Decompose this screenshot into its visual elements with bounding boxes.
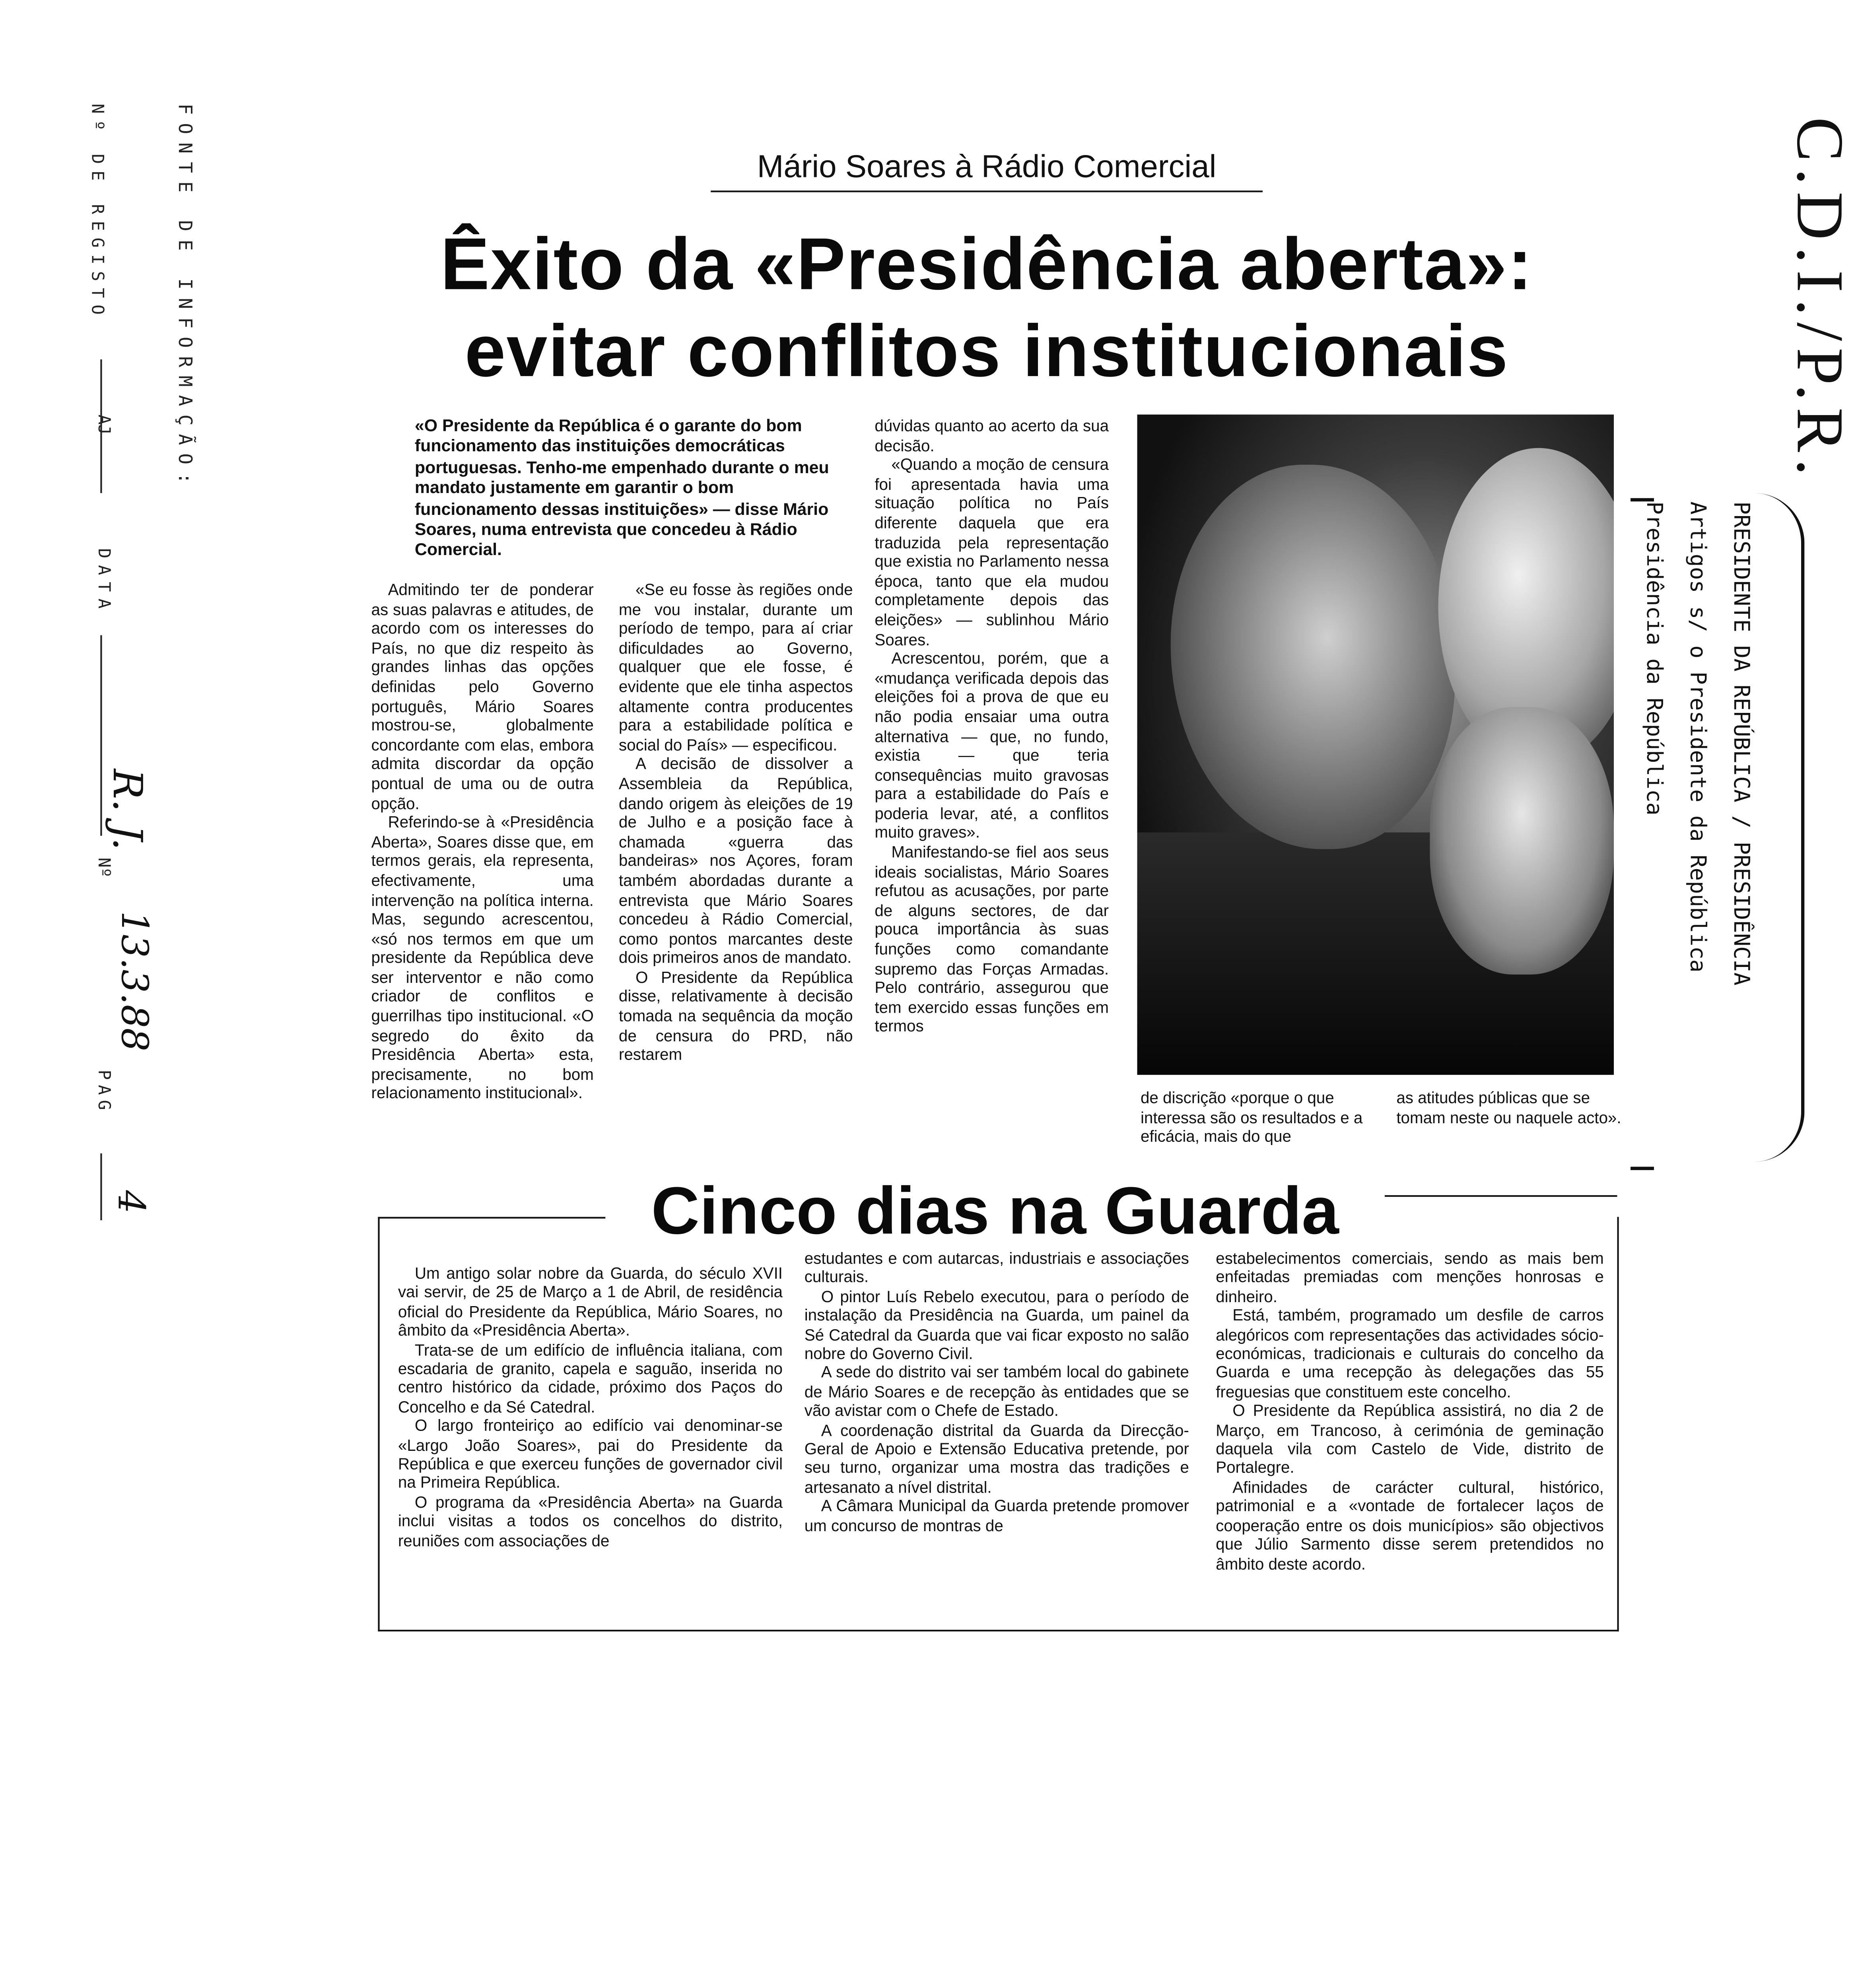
paragraph: Manifestando-se fiel aos seus ideais socialistas, Mário Soares refutou as acusações, por parte de alguns sectores, de dar pouca importância às suas funções como comandante supremo das Forças Armadas. Pelo contrário, assegurou que tem exercido essas funções em termos (875, 844, 1109, 1037)
photo-shape (1171, 465, 1455, 849)
numero-label: Nº (93, 857, 112, 878)
category-brace (1747, 493, 1804, 1162)
category-list (1631, 501, 1761, 985)
paragraph: «Quando a moção de censura foi apresentada havia uma situação política no País diferente daquela que era traduzida pela representação que existia no Parlamento nessa época, tanto que ela mudou completamente depois das eleições» — sublinhou Mário Soares. (875, 456, 1109, 650)
sidebar-column-2 (805, 1250, 1189, 1536)
paragraph: estabelecimentos comerciais, sendo as mais bem enfeitadas premiadas com menções honrosas e dinheiro. (1216, 1250, 1604, 1307)
paragraph: Está, também, programado um desfile de carros alegóricos com representações das actividades sócio-económicas, tradicionais e culturais do concelho da Guarda e uma recepção às delegações das 55 freguesias que constituem este concelho. (1216, 1307, 1604, 1402)
paragraph: O Presidente da República disse, relativamente à decisão tomada na sequência da moção de censura do PRD, não restarem (618, 969, 853, 1066)
article-column-5: as atitudes públicas que se tomam neste ou naquele acto». (1396, 1090, 1621, 1128)
paragraph: O programa da «Presidência Aberta» na Guarda inclui visitas a todos os concelhos do distrito, reuniões com associações de (398, 1494, 783, 1551)
data-label: DATA (93, 548, 112, 615)
pag-line (100, 1153, 102, 1220)
fonte-label: FONTE DE INFORMAÇÃO: (174, 103, 196, 492)
paragraph: O Presidente da República assistirá, no dia 2 de Março, em Trancoso, à cerimónia de geminação daquela vila com Castelo de Vide, distrito de Portalegre. (1216, 1403, 1604, 1479)
article-column-3 (875, 418, 1109, 1038)
divider-mark (1631, 1167, 1654, 1170)
article-photo (1137, 415, 1614, 1075)
registo-value: AJ (93, 414, 112, 435)
paragraph: Admitindo ter de ponderar as suas palavras e atitudes, de acordo com os interesses do País, no que diz respeito às grandes linhas das opções definidas pelo Governo português, Mário Soares mostrou-se, globalmente concordante com elas, embora admita discordar da opção pontual de uma ou de outra opção. (371, 582, 594, 813)
photo-shape (1430, 707, 1614, 975)
paragraph: Acrescentou, porém, que a «mudança verificada depois das eleições foi a prova de que eu não podia ensaiar uma outra alternativa — que, no fundo, existia — que teria consequências muito gravosas para a estabilidade do País e poderia levar, até, a conflitos muito graves». (875, 650, 1109, 843)
paragraph: A sede do distrito vai ser também local do gabinete de Mário Soares e de recepção às entidades que se vão avistar com o Chefe de Estado. (804, 1365, 1189, 1421)
article-column-2 (619, 582, 853, 1066)
box-rule (1381, 1195, 1617, 1197)
headline-line-2: evitar conflitos institucionais (464, 311, 1509, 393)
article-headline (334, 222, 1639, 396)
paragraph: estudantes e com autarcas, industriais e associações culturais. (804, 1250, 1189, 1288)
archive-stamp: C.D.I./P.R. (1782, 117, 1858, 482)
paragraph: A coordenação distrital da Guarda da Direcção-Geral de Apoio e Extensão Educativa pretende, por seu turno, organizar uma mostra das tradições e artesanato a nível distrital. (804, 1422, 1189, 1498)
article-kicker: Mário Soares à Rádio Comercial (711, 150, 1263, 192)
headline-line-1: Êxito da «Presidência aberta»: (440, 224, 1533, 306)
paragraph: dúvidas quanto ao acerto da sua decisão. (875, 418, 1109, 456)
handwritten-date: 13.3.88 (112, 911, 154, 1052)
article-column-1 (371, 582, 594, 1105)
paragraph: Um antigo solar nobre da Guarda, do século XVII vai servir, de 25 de Março a 1 de Abril, de residência oficial do Presidente da República, Mário Soares, no âmbito da «Presidência Aberta». (398, 1265, 783, 1341)
data-line (100, 635, 102, 836)
paragraph: A Câmara Municipal da Guarda pretende promover um concurso de montras de (804, 1498, 1189, 1536)
sidebar-title: Cinco dias na Guarda (605, 1173, 1385, 1250)
category-item: Presidência da República (1640, 501, 1666, 815)
paragraph: Trata-se de um edifício de influência italiana, com escadaria de granito, capela e saguão, inserida no centro histórico da cidade, próximo dos Paços do Concelho e da Sé Catedral. (398, 1342, 783, 1417)
paragraph: Referindo-se à «Presidência Aberta», Soares disse que, em termos gerais, ela representa, efectivamente, uma intervenção na política interna. Mas, segundo acrescentou, «só nos termos em que um presidente da República deve ser interventor e não como criador de conflitos e guerrilhas tipo institucional. «O segredo do êxito da Presidência Aberta» esta, precisamente, no bom relacionamento institucional». (371, 814, 594, 1104)
sidebar-column-3 (1216, 1250, 1604, 1574)
category-item: PRESIDENTE DA REPÚBLICA / PRESIDÊNCIA (1727, 501, 1753, 986)
paragraph: O largo fronteiriço ao edifício vai denominar-se «Largo João Soares», pai do Presidente da República e que exerceu funções de governador civil na Primeira República. (398, 1418, 783, 1494)
handwritten-fonte: R. J. (103, 769, 151, 850)
registo-label: Nº DE REGISTO (87, 103, 105, 322)
handwritten-page: 4 (109, 1190, 151, 1214)
paragraph: Afinidades de carácter cultural, histórico, patrimonial e a «vontade de fortalecer laços de cooperação entre os dois municípios» são objectivos que Júlio Sarmento disse serem pretendidos no âmbito deste acordo. (1216, 1479, 1604, 1574)
pag-label: PAG (93, 1070, 112, 1115)
paragraph: «Se eu fosse às regiões onde me vou instalar, durante um período de tempo, para aí criar dificuldades ao Governo, qualquer que ele fosse, é evidente que ele tinha aspectos altamente contra producentes para a estabilidade política e social do País» — especificou. (618, 582, 853, 755)
paragraph: O pintor Luís Rebelo executou, para o período de instalação da Presidência na Guarda, um painel da Sé Catedral da Guarda que vai ficar exposto no salão nobre do Governo Civil. (804, 1288, 1189, 1364)
article-lead: «O Presidente da República é o garante do bom funcionamento das instituições democráticas portuguesas. Tenho-me empenhado durante o meu mandato justamente em garantir o bom funcionamento dessas instituições» — disse Mário Soares, numa entrevista que concedeu à Rádio Comercial. (414, 418, 829, 561)
box-rule (378, 1217, 612, 1219)
category-item: Artigos s/ o Presidente da República (1684, 501, 1709, 973)
article-column-4: de discrição «porque o que interessa são os resultados e a eficácia, mais do que (1140, 1090, 1363, 1147)
sidebar-column-1 (398, 1266, 783, 1551)
paragraph: A decisão de dissolver a Assembleia da República, dando origem às eleições de 19 de Julho e a posição face à chamada «guerra das bandeiras» nos Açores, foram também abordadas durante a entrevista que Mário Soares concedeu à Rádio Comercial, como pontos marcantes deste dois primeiros anos de mandato. (618, 756, 853, 969)
divider-mark (1631, 498, 1654, 501)
